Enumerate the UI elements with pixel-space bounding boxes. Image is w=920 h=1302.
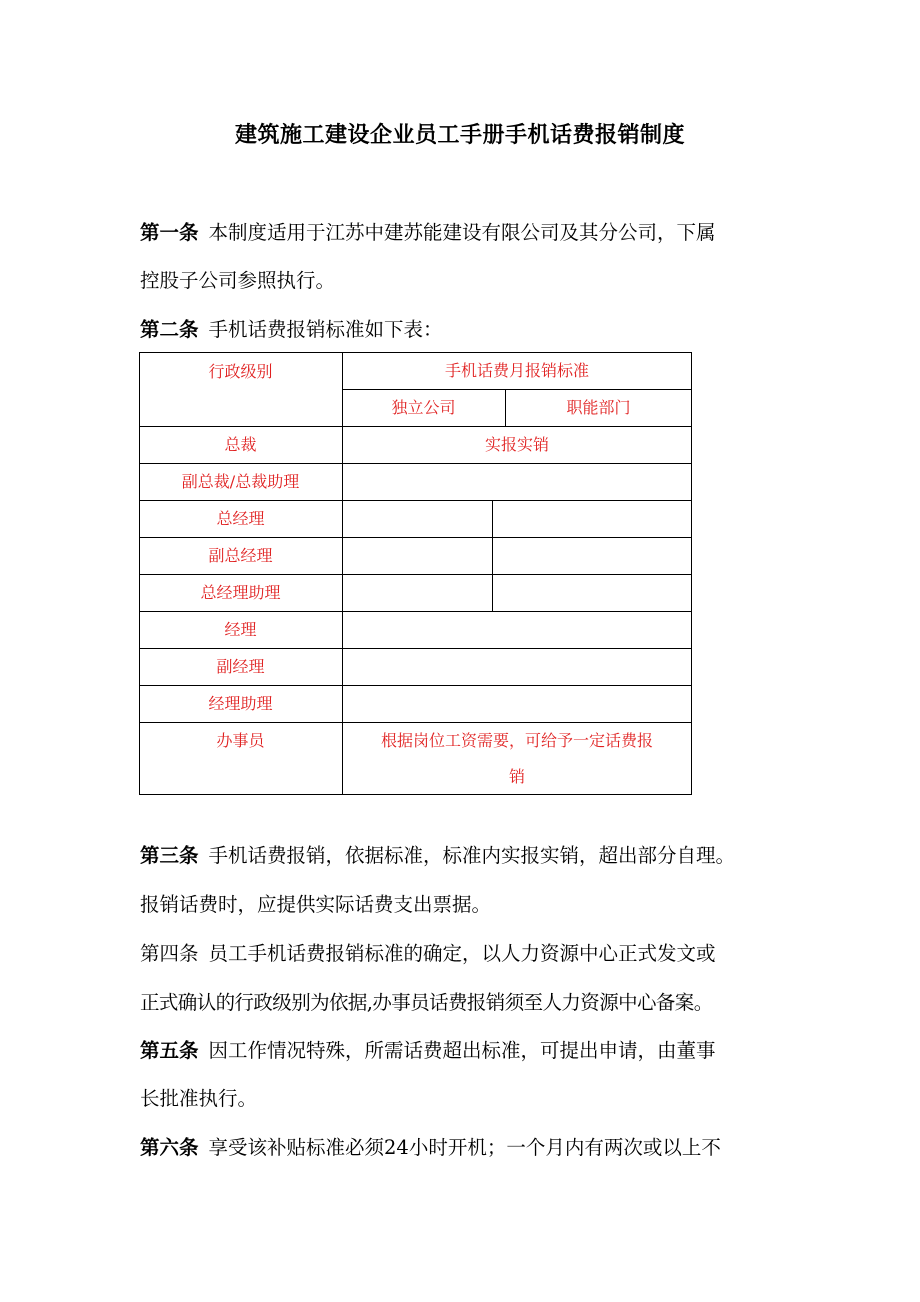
level-cell: 总经理助理 <box>200 583 281 602</box>
level-cell: 副总裁/总裁助理 <box>181 472 300 491</box>
article-6-label: 第六条 <box>140 1136 199 1159</box>
reimbursement-table <box>139 352 692 795</box>
article-6-line-1 <box>140 1135 721 1161</box>
standard-cell-line-1: 根据岗位工资需要，可给予一定话费报 <box>380 731 653 750</box>
subheader-functional-department: 职能部门 <box>566 398 631 417</box>
article-6-text: 享受该补贴标准必须24小时开机；一个月内有两次或以上不 <box>208 1136 721 1159</box>
article-1-text: 本制度适用于江苏中建苏能建设有限公司及其分公司，下属 <box>208 221 716 244</box>
article-2-line <box>140 317 443 343</box>
article-4-text: 员工手机话费报销标准的确定，以人力资源中心正式发文或 <box>208 942 716 965</box>
subheader-independent-company: 独立公司 <box>391 398 456 417</box>
level-cell: 经理助理 <box>208 694 273 713</box>
article-4-line-1 <box>140 941 716 967</box>
article-3-line-2: 报销话费时，应提供实际话费支出票据。 <box>140 893 492 916</box>
article-3-line-1 <box>140 843 735 869</box>
article-5-label: 第五条 <box>140 1039 199 1062</box>
article-1-line-2: 控股子公司参照执行。 <box>140 269 336 292</box>
article-1-line-1 <box>140 220 716 246</box>
document-title: 建筑施工建设企业员工手册手机话费报销制度 <box>234 123 685 148</box>
article-2-text: 手机话费报销标准如下表： <box>208 318 443 341</box>
header-standard: 手机话费月报销标准 <box>444 361 589 380</box>
level-cell: 总经理 <box>216 509 265 528</box>
header-level: 行政级别 <box>208 362 273 381</box>
article-5-text: 因工作情况特殊，所需话费超出标准，可提出申请，由董事 <box>208 1039 716 1062</box>
article-4-label: 第四条 <box>140 942 199 965</box>
article-5-line-2: 长批准执行。 <box>140 1087 258 1110</box>
level-cell: 总裁 <box>224 435 257 454</box>
article-2-label: 第二条 <box>140 318 199 341</box>
article-3-label: 第三条 <box>140 844 199 867</box>
level-cell: 经理 <box>224 620 257 639</box>
standard-cell: 实报实销 <box>484 435 549 454</box>
standard-cell-line-2: 销 <box>508 767 525 786</box>
article-1-label: 第一条 <box>140 221 199 244</box>
level-cell: 办事员 <box>216 731 265 750</box>
article-3-text: 手机话费报销，依据标准，标准内实报实销，超出部分自理。 <box>208 844 736 867</box>
article-5-line-1 <box>140 1038 716 1064</box>
article-4-line-2: 正式确认的行政级别为依据,办事员话费报销须至人力资源中心备案。 <box>140 991 713 1014</box>
level-cell: 副经理 <box>216 657 265 676</box>
level-cell: 副总经理 <box>208 546 273 565</box>
